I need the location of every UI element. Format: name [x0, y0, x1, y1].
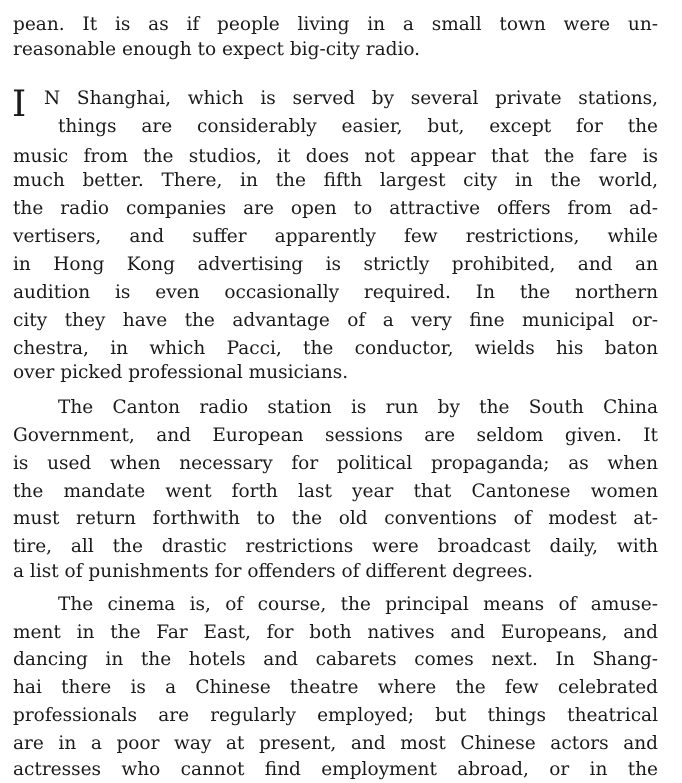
- text-line: hai there is a Chinese theatre where the few celebrated: [13, 677, 658, 698]
- drop-cap: I: [12, 84, 27, 125]
- text-line: The Canton radio station is run by the South China: [58, 397, 658, 418]
- text-line: chestra, in which Pacci, the conductor, wields his baton: [13, 338, 658, 359]
- text-line: The cinema is, of course, the principal means of amuse-: [58, 594, 658, 615]
- text-line: are in a poor way at present, and most Chinese actors and: [13, 733, 658, 754]
- text-line: music from the studios, it does not appear that the fare is: [13, 146, 658, 167]
- text-line: much better. There, in the fifth largest city in the world,: [13, 170, 658, 191]
- text-line: tire, all the drastic restrictions were broadcast daily, with: [13, 536, 658, 557]
- text-line: ment in the Far East, for both natives and Europeans, and: [13, 622, 658, 643]
- text-line: things are considerably easier, but, except for the: [58, 116, 658, 137]
- text-line: reasonable enough to expect big-city radio.: [13, 39, 421, 60]
- text-line: the mandate went forth last year that Cantonese women: [13, 481, 658, 502]
- text-line: professionals are regularly employed; but things theatrical: [13, 705, 658, 726]
- text-line: the radio companies are open to attractive offers from ad-: [13, 198, 658, 219]
- text-line: must return forthwith to the old conventions of modest at-: [13, 508, 658, 529]
- text-line: N Shanghai, which is served by several private stations,: [44, 88, 658, 109]
- text-line: a list of punishments for offenders of different degrees.: [13, 561, 533, 582]
- text-line: in Hong Kong advertising is strictly prohibited, and an: [13, 254, 658, 275]
- text-line: over picked professional musicians.: [13, 362, 349, 383]
- text-line: dancing in the hotels and cabarets comes next. In Shang-: [13, 649, 658, 670]
- text-line: city they have the advantage of a very fine municipal or-: [13, 310, 658, 331]
- text-line: audition is even occasionally required. In the northern: [13, 282, 658, 303]
- text-line: actresses who cannot find employment abroad, or in the: [13, 759, 658, 780]
- text-line: Government, and European sessions are seldom given. It: [13, 425, 658, 446]
- text-line: vertisers, and suffer apparently few restrictions, while: [13, 226, 658, 247]
- text-line: is used when necessary for political propaganda; as when: [13, 453, 658, 474]
- text-line: pean. It is as if people living in a small town were un-: [13, 14, 658, 35]
